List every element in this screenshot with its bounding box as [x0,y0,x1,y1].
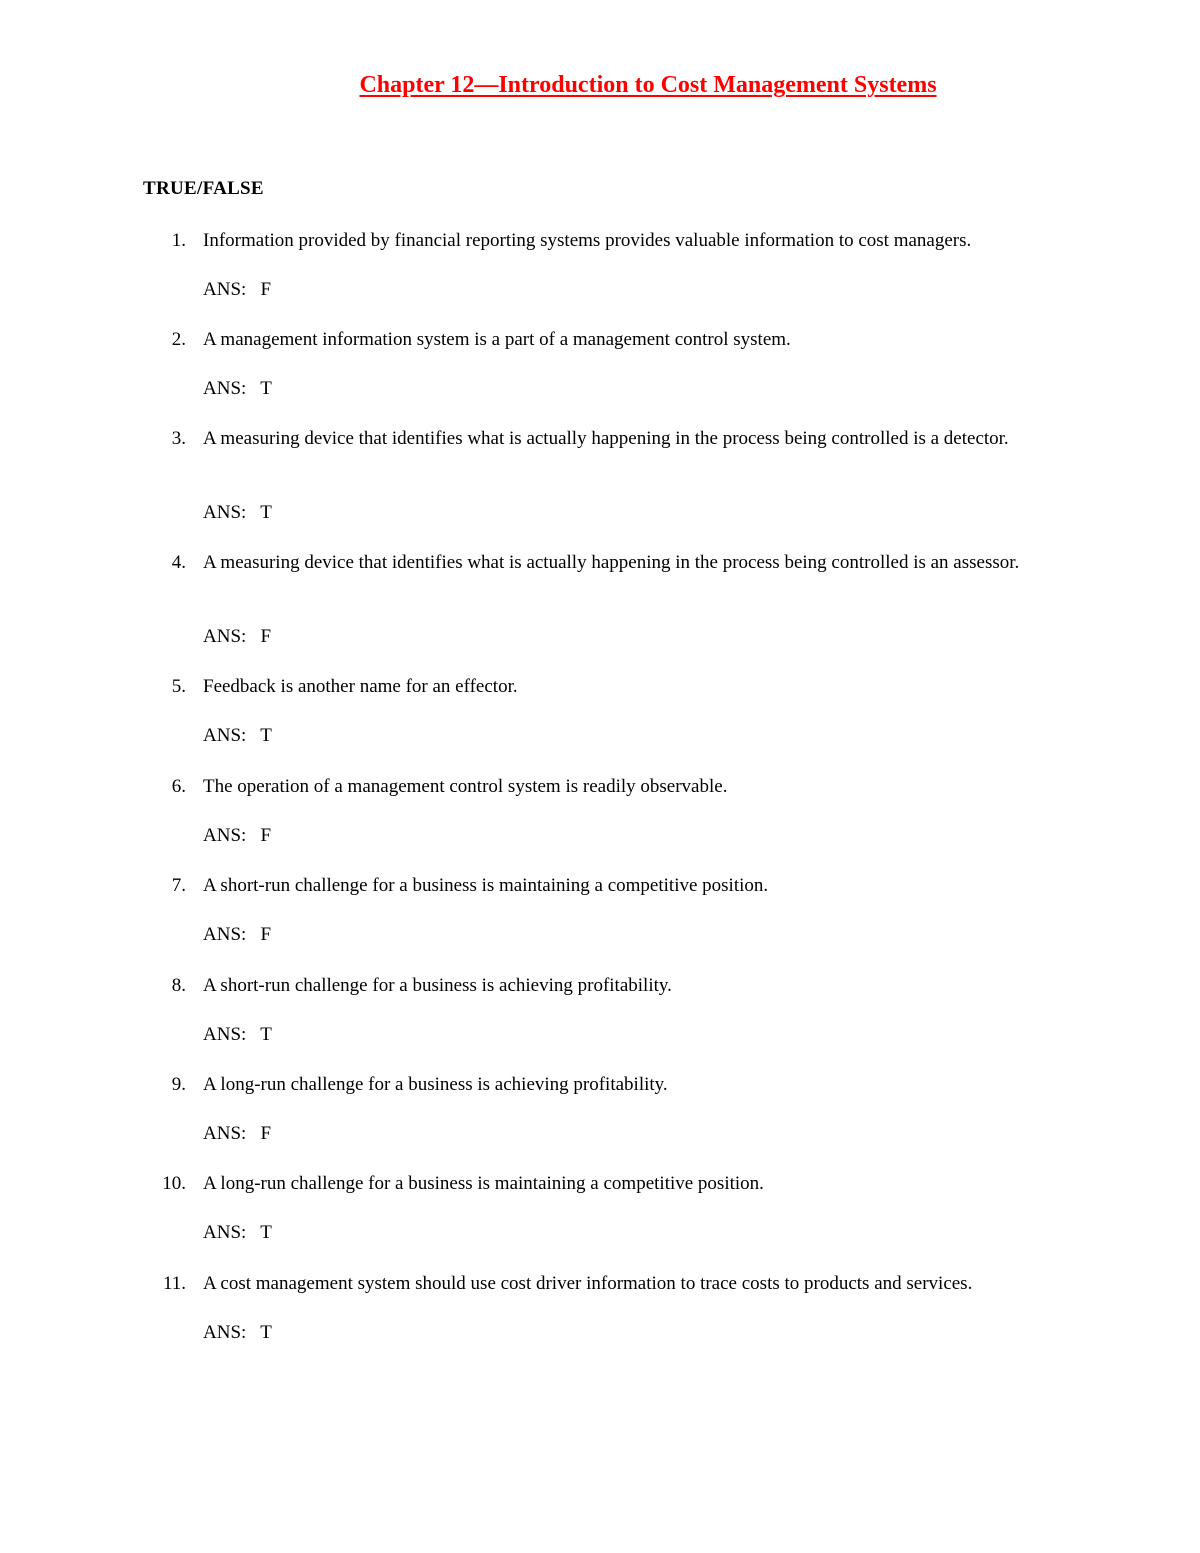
chapter-title: Chapter 12—Introduction to Cost Management Systems [359,72,937,98]
question-number: 5. [171,676,186,697]
question-answer: ANS: F [203,825,272,846]
question-number: 8. [171,975,186,996]
question-text: A short-run challenge for a business is maintaining a competitive position. [203,875,769,896]
question-answer: ANS: F [203,924,272,945]
question-answer: ANS: F [203,279,272,300]
question-answer: ANS: T [203,502,272,523]
question-answer: ANS: F [203,1123,272,1144]
question-answer: ANS: T [203,1024,272,1045]
question-answer: ANS: T [203,378,272,399]
question-answer: ANS: T [203,1322,272,1343]
question-number: 4. [171,552,186,573]
question-text: The operation of a management control system is readily observable. [203,776,728,797]
question-text: A cost management system should use cost driver information to trace costs to products and services. [203,1273,973,1294]
section-heading: TRUE/FALSE [143,178,264,199]
question-text: A long-run challenge for a business is achieving profitability. [203,1074,668,1095]
question-number: 2. [171,329,186,350]
question-number: 11. [162,1273,186,1294]
question-number: 1. [171,230,186,251]
question-answer: ANS: T [203,725,272,746]
question-number: 10. [162,1173,186,1194]
question-number: 7. [171,875,186,896]
question-text: A management information system is a part of a management control system. [203,329,791,350]
question-text: A measuring device that identifies what is actually happening in the process being controlled is a detector. [203,428,1009,449]
question-text: Feedback is another name for an effector. [203,676,518,697]
question-answer: ANS: F [203,626,272,647]
question-answer: ANS: T [203,1222,272,1243]
question-text: Information provided by financial reporting systems provides valuable information to cost managers. [203,230,972,251]
question-text: A long-run challenge for a business is maintaining a competitive position. [203,1173,764,1194]
question-text: A measuring device that identifies what is actually happening in the process being controlled is an assessor. [203,552,1020,573]
question-number: 6. [171,776,186,797]
question-text: A short-run challenge for a business is achieving profitability. [203,975,672,996]
question-number: 9. [171,1074,186,1095]
question-number: 3. [171,428,186,449]
